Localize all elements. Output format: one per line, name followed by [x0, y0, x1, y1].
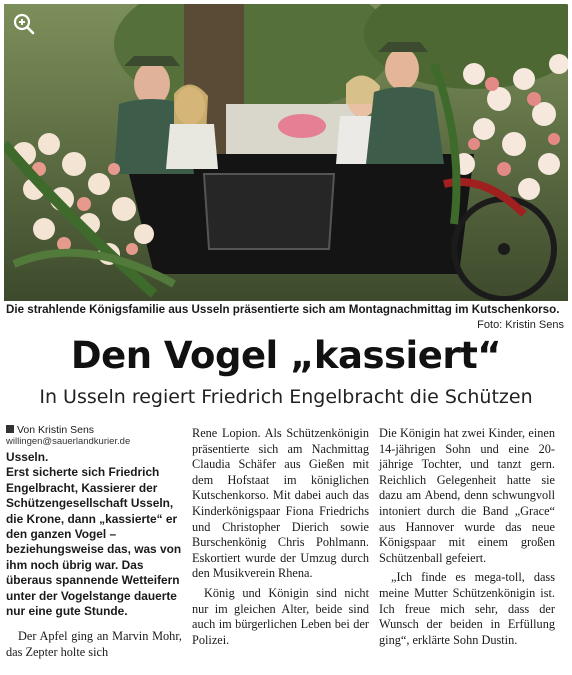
headline: Den Vogel „kassiert“	[70, 334, 502, 377]
paragraph-4: Die Königin hat zwei Kinder, einen 14-jährigen Sohn und eine 20-jährige Tochter, und tanzt gern. Reichlich Gelegenheit hatte sie dazu am Abend, denn schwungvoll intoniert durch die Band „Grace“ aus Hannover wurde das neue Königspaar mit einem großen Schützenball gefeiert.	[379, 426, 555, 565]
zoom-in-icon	[12, 12, 36, 36]
byline	[6, 424, 182, 436]
zoom-in-button[interactable]	[12, 12, 36, 36]
paragraph-1: Der Apfel ging an Marvin Mohr, das Zepter holte sich	[6, 629, 182, 660]
photo-caption: Die strahlende Königsfamilie aus Usseln präsentierte sich am Montagnachmittag im Kutschenkorso.	[6, 303, 560, 316]
author-email[interactable]: willingen@sauerlandkurier.de	[6, 436, 131, 447]
paragraph-2: Rene Lopion. Als Schützenkönigin präsentierte sich am Nachmittag Claudia Schäfer aus Gießen mit dem Hofstaat im königlichen Kutschenkorso. Mit dabei auch das Kinderkönigspaar Fiona Friedrichs und Christopher Dierich sowie Burschenkönig Chris Pohlmann. Eskortiert wurde der Umzug durch den Musikverein Rhena.	[192, 426, 369, 581]
lead-paragraph: Erst sicherte sich Friedrich Engelbracht, Kassierer der Schützengesellschaft Usseln, die Krone, dann „kassierte“ er den ganzen Vogel – beziehungsweise das, was von ihm noch übrig war. Das überaus spannende Wetteifern unter der Vogelstange dauerte nur eine gute Stunde.	[6, 465, 182, 619]
author-name: Von Kristin Sens	[17, 424, 95, 436]
photo-credit: Foto: Kristin Sens	[477, 319, 564, 331]
paragraph-5: „Ich finde es mega-toll, dass meine Mutter Schützenkönigin ist. Ich freue mich sehr, dass der Wunsch der beiden in Erfüllung ging“, erklärte Sohn Dustin.	[379, 570, 555, 647]
article-photo	[4, 4, 568, 301]
article-column-1	[6, 424, 182, 661]
carriage-photo-illustration	[4, 4, 568, 301]
article-column-2	[192, 426, 369, 648]
article-column-3	[379, 426, 555, 648]
subheadline: In Usseln regiert Friedrich Engelbracht die Schützen	[39, 386, 533, 408]
paragraph-3: König und Königin sind nicht nur im gleichen Alter, beide sind auch im bürgerlichen Leben bei der Polizei.	[192, 585, 369, 647]
byline-square-icon	[6, 425, 14, 433]
dateline: Usseln.	[6, 450, 49, 464]
